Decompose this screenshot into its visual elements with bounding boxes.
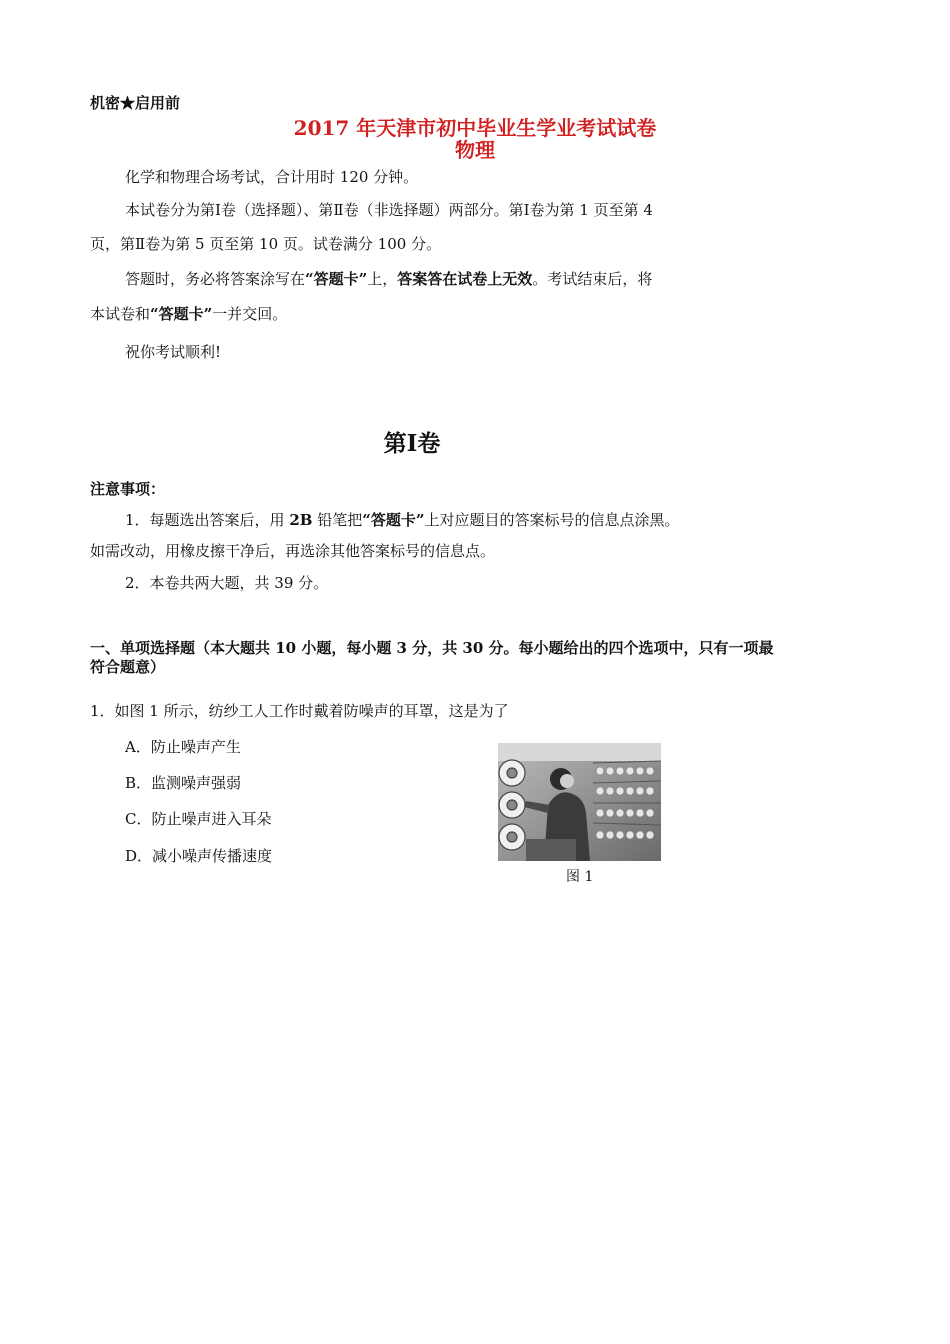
answer-card-emphasis-2: “答题卡” <box>150 305 213 323</box>
intro-line-1: 化学和物理合场考试，合计用时 120 分钟。 <box>125 168 419 186</box>
question-1-option-a: A．防止噪声产生 <box>125 738 241 756</box>
notice-item-2: 2．本卷共两大题，共 39 分。 <box>125 574 329 592</box>
question-1-option-b: B．监测噪声强弱 <box>125 774 242 792</box>
section-heading-line-1: 一、单项选择题（本大题共 10 小题，每小题 3 分，共 30 分。每小题给出的四个选项中，只有一项最 <box>90 639 774 657</box>
intro-line-2: 本试卷分为第Ⅰ卷（选择题）、第Ⅱ卷（非选择题）两部分。第Ⅰ卷为第 1 页至第 4 <box>125 201 653 219</box>
figure-1-caption: 图 1 <box>566 869 594 885</box>
intro-line-4-c: 上， <box>367 270 398 288</box>
intro-line-6: 祝你考试顺利! <box>125 343 222 361</box>
question-1-option-d: D．减小噪声传播速度 <box>125 847 273 865</box>
notice-item-1-c: 铅笔把 <box>312 511 363 529</box>
intro-line-4-e: 。考试结束后，将 <box>532 270 653 288</box>
confidential-label: 机密★启用前 <box>90 94 181 112</box>
answer-card-emphasis: “答题卡” <box>305 270 368 288</box>
intro-line-4-a: 答题时，务必将答案涂写在 <box>125 270 306 288</box>
notice-heading: 注意事项： <box>90 480 166 498</box>
intro-line-5 <box>90 303 287 324</box>
notice-item-1-e: 上对应题目的答案标号的信息点涂黑。 <box>424 511 680 529</box>
exam-subject: 物理 <box>455 138 495 162</box>
intro-line-4 <box>125 268 652 289</box>
volume-title: 第Ⅰ卷 <box>383 430 441 457</box>
notice-item-1-a: 1．每题选出答案后，用 <box>125 511 290 529</box>
answer-card-emphasis-3: “答题卡” <box>362 511 425 529</box>
pencil-2b: 2B <box>289 511 313 529</box>
question-1-option-c: C．防止噪声进入耳朵 <box>125 810 272 828</box>
intro-line-3: 页，第Ⅱ卷为第 5 页至第 10 页。试卷满分 100 分。 <box>90 235 442 253</box>
figure-1-photo <box>498 743 661 861</box>
intro-line-5-a: 本试卷和 <box>90 305 151 323</box>
section-heading-line-2: 符合题意） <box>90 658 166 676</box>
question-1-stem: 1．如图 1 所示，纺纱工人工作时戴着防噪声的耳罩，这是为了 <box>90 702 509 720</box>
invalid-answer-emphasis: 答案答在试卷上无效 <box>397 270 533 288</box>
notice-item-1-cont: 如需改动，用橡皮擦干净后，再选涂其他答案标号的信息点。 <box>90 542 496 560</box>
notice-item-1 <box>125 509 680 530</box>
intro-line-5-c: 一并交回。 <box>212 305 288 323</box>
exam-title: 2017 年天津市初中毕业生学业考试试卷 <box>293 116 657 140</box>
